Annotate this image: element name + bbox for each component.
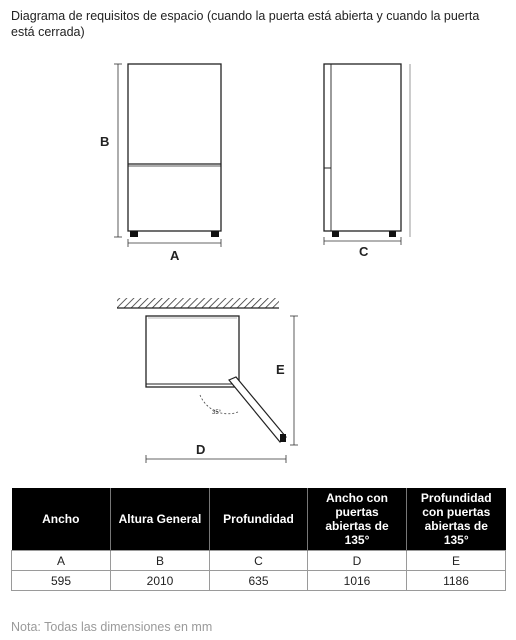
dimensions-note: Nota: Todas las dimensiones en mm bbox=[11, 620, 213, 634]
value-cell: 595 bbox=[12, 571, 111, 591]
dimension-c-label: C bbox=[359, 244, 369, 259]
header-depth-open-doors: Profundidad con puertas abiertas de 135° bbox=[407, 488, 506, 551]
front-foot-right bbox=[211, 231, 219, 237]
side-foot-front bbox=[332, 231, 339, 237]
dimension-a-label: A bbox=[170, 248, 180, 263]
header-overall-height: Altura General bbox=[111, 488, 210, 551]
side-foot-back bbox=[389, 231, 396, 237]
dimension-b-line bbox=[114, 64, 122, 237]
dimension-a-line bbox=[128, 239, 221, 247]
letter-cell: D bbox=[308, 551, 407, 571]
value-cell: 1016 bbox=[308, 571, 407, 591]
front-foot-left bbox=[130, 231, 138, 237]
value-cell: 2010 bbox=[111, 571, 210, 591]
open-door bbox=[229, 377, 286, 442]
value-cell: 635 bbox=[210, 571, 308, 591]
letter-cell: B bbox=[111, 551, 210, 571]
front-view-fridge bbox=[128, 64, 221, 237]
header-width: Ancho bbox=[12, 488, 111, 551]
header-width-open-doors: Ancho con puertas abiertas de 135° bbox=[308, 488, 407, 551]
letter-cell: C bbox=[210, 551, 308, 571]
letter-cell: A bbox=[12, 551, 111, 571]
dimension-e-line bbox=[290, 316, 298, 445]
angle-label: 35° bbox=[212, 410, 222, 416]
dimension-d-label: D bbox=[196, 442, 206, 457]
dimension-b-label: B bbox=[100, 134, 110, 149]
door-handle bbox=[280, 434, 286, 442]
dimensions-table bbox=[11, 488, 506, 591]
letter-cell: E bbox=[407, 551, 506, 571]
dimension-e-label: E bbox=[276, 362, 285, 377]
table-row bbox=[12, 571, 506, 591]
header-depth: Profundidad bbox=[210, 488, 308, 551]
top-view-fridge bbox=[146, 316, 239, 387]
diagram-title: Diagrama de requisitos de espacio (cuando la puerta está abierta y cuando la puerta está cerrada) bbox=[11, 9, 480, 39]
wall-hatch bbox=[117, 298, 279, 308]
side-view-fridge bbox=[324, 64, 401, 237]
value-cell: 1186 bbox=[407, 571, 506, 591]
table-row bbox=[12, 551, 506, 571]
dimension-d-line bbox=[146, 455, 286, 463]
table-header-row bbox=[12, 488, 506, 551]
